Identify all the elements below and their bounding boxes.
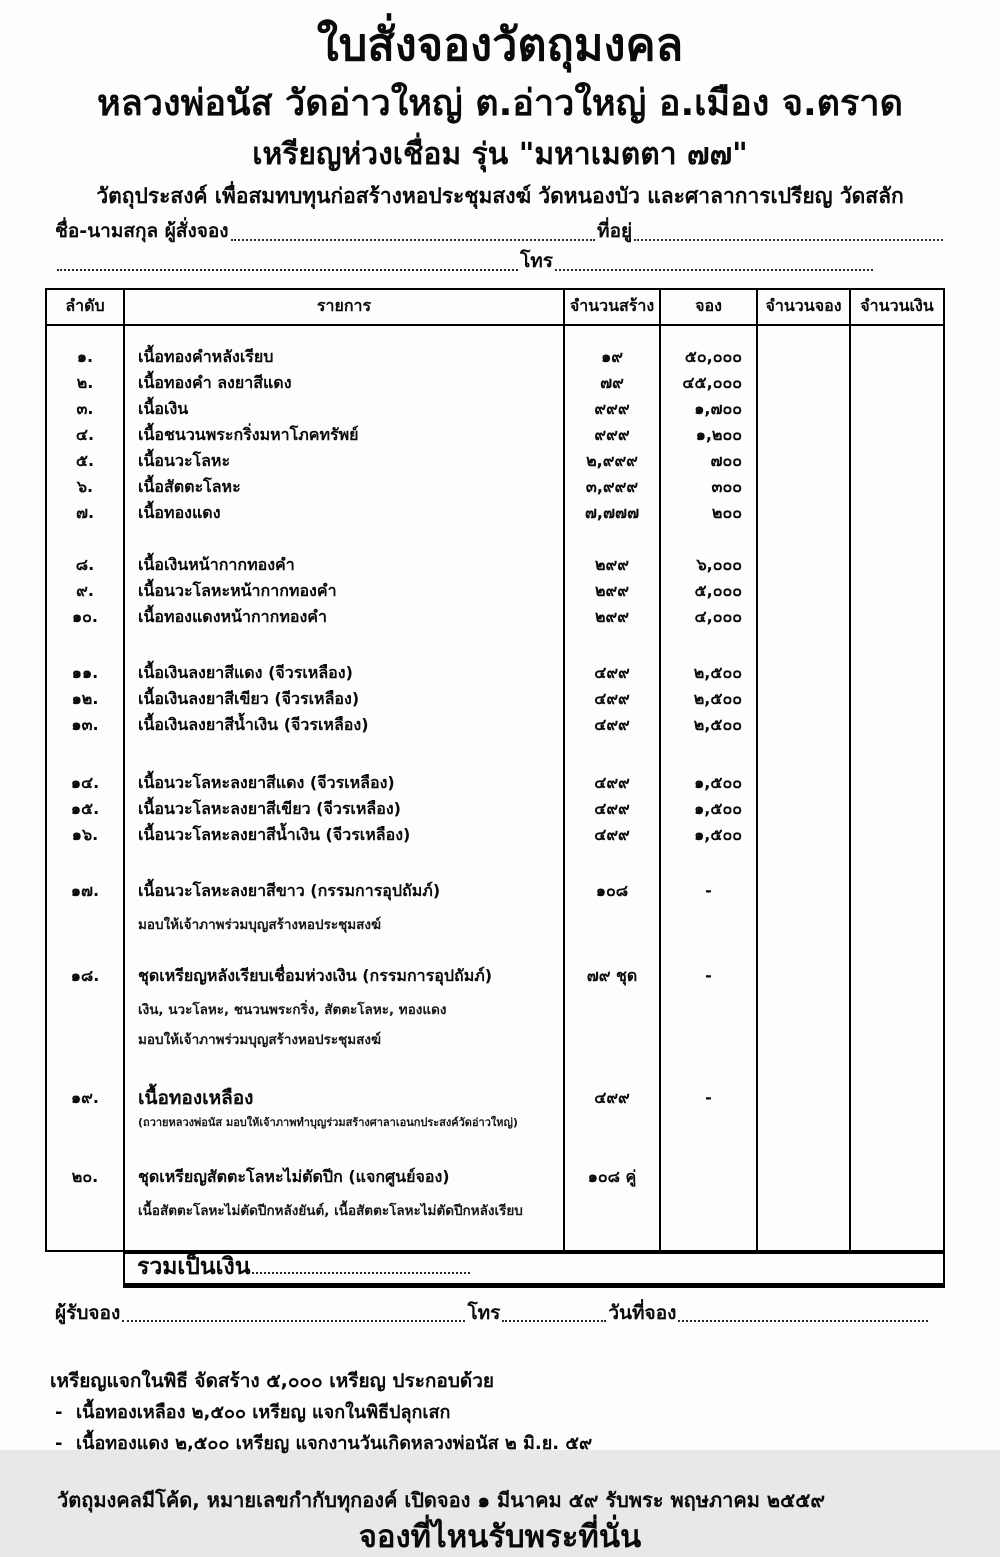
- item-name-cell: [125, 604, 565, 630]
- col-header-price: จอง: [661, 290, 758, 326]
- items-table: [45, 288, 945, 1252]
- row-number-cell: ๑๘.: [47, 933, 125, 1049]
- price-cell: -: [661, 1049, 758, 1130]
- amount-blank-cell: [851, 686, 943, 712]
- price-cell: ๓๐๐: [661, 474, 758, 500]
- item-name-cell: [125, 526, 565, 578]
- table-row: [47, 796, 943, 822]
- address-fill-2: [57, 269, 518, 271]
- orderer-name-label: ชื่อ-นามสกุล ผู้สั่งจอง: [55, 220, 229, 243]
- price-cell: ๕,๐๐๐: [661, 578, 758, 604]
- item-name-cell: [125, 578, 565, 604]
- item-title: เนื้อนวะโลหะ: [138, 450, 231, 470]
- row-number-cell: ๑๓.: [47, 712, 125, 738]
- table-row: [47, 686, 943, 712]
- item-name-cell: [125, 1130, 565, 1220]
- amount-blank-cell: [851, 933, 943, 1049]
- qty-made-cell: ๔๙๙: [565, 1049, 661, 1130]
- table-spacer-row: [47, 1220, 943, 1250]
- row-number-cell: ๖.: [47, 474, 125, 500]
- item-title: เนื้อเงิน: [138, 398, 189, 418]
- row-number-cell: ๕.: [47, 448, 125, 474]
- item-name-cell: [125, 422, 565, 448]
- bullet-text: เนื้อทองแดง ๒,๕๐๐ เหรียญ แจกงานวันเกิดหลวงพ่อนัส ๒ มิ.ย. ๕๙: [76, 1433, 593, 1455]
- table-header-row: [47, 290, 943, 326]
- qty-reserved-blank-cell: [758, 370, 851, 396]
- row-number-cell: ๑๒.: [47, 686, 125, 712]
- item-name-cell: [125, 933, 565, 1049]
- bullet-dash: -: [55, 1402, 63, 1424]
- spacer-cell: [851, 1220, 943, 1250]
- row-number-cell: ๔.: [47, 422, 125, 448]
- qty-reserved-blank-cell: [758, 500, 851, 526]
- col-header-qty-reserved: จำนวนจอง: [758, 290, 851, 326]
- item-subtext: มอบให้เจ้าภาพร่วมบุญสร้างหอประชุมสงฆ์: [138, 916, 382, 933]
- qty-made-cell: ๔๙๙: [565, 686, 661, 712]
- price-cell: ๑,๒๐๐: [661, 422, 758, 448]
- amount-blank-cell: [851, 822, 943, 848]
- qty-made-cell: ๔๙๙: [565, 712, 661, 738]
- table-row: [47, 500, 943, 526]
- qty-reserved-blank-cell: [758, 526, 851, 578]
- amount-blank-cell: [851, 396, 943, 422]
- price-cell: -: [661, 933, 758, 1049]
- price-cell: ๖,๐๐๐: [661, 526, 758, 578]
- total-amount-row: [123, 1252, 945, 1288]
- qty-reserved-blank-cell: [758, 738, 851, 796]
- item-subtext: (ถวายหลวงพ่อนัส มอบให้เจ้าภาพทำบุญร่วมสร้างศาลาเอนกประสงค์วัดอ่าวใหญ่): [138, 1116, 518, 1130]
- row-number-cell: ๙.: [47, 578, 125, 604]
- slogan-line: จองที่ไหนรับพระที่นั่น: [358, 1519, 642, 1556]
- price-cell: ๒,๕๐๐: [661, 686, 758, 712]
- item-title: เนื้อเงินลงยาสีแดง (จีวรเหลือง): [138, 662, 353, 682]
- receiver-label: ผู้รับจอง: [55, 1301, 121, 1324]
- table-row: [47, 1130, 943, 1220]
- item-title: ชุดเหรียญหลังเรียบเชื่อมห่วงเงิน (กรรมการอุปถัมภ์): [138, 966, 493, 986]
- price-cell: ๔๕,๐๐๐: [661, 370, 758, 396]
- qty-made-cell: ๗๙: [565, 370, 661, 396]
- amount-blank-cell: [851, 604, 943, 630]
- row-number-cell: ๑๕.: [47, 796, 125, 822]
- spacer-cell: [565, 1220, 661, 1250]
- table-row: [47, 526, 943, 578]
- item-title: เนื้อทองคำ ลงยาสีแดง: [138, 372, 292, 392]
- notes-intro: เหรียญแจกในพิธี จัดสร้าง ๕,๐๐๐ เหรียญ ประกอบด้วย: [50, 1370, 495, 1393]
- qty-reserved-blank-cell: [758, 933, 851, 1049]
- qty-made-cell: ๑๐๘: [565, 848, 661, 934]
- item-title: เนื้อนวะโลหะลงยาสีขาว (กรรมการอุปถัมภ์): [138, 880, 441, 900]
- item-title: เนื้อเงินลงยาสีเขียว (จีวรเหลือง): [138, 688, 360, 708]
- row-number-cell: ๑๐.: [47, 604, 125, 630]
- notes-bullets: [50, 1400, 1000, 1457]
- address-label: ที่อยู่: [597, 220, 633, 243]
- bullet-text: เนื้อทองเหลือง ๒,๕๐๐ เหรียญ แจกในพิธีปลุกเสก: [76, 1402, 451, 1424]
- qty-made-cell: ๑๐๘ คู่: [565, 1130, 661, 1220]
- receiver-line: [55, 1300, 930, 1328]
- qty-reserved-blank-cell: [758, 604, 851, 630]
- row-number-cell: ๒.: [47, 370, 125, 396]
- bullet-dash: -: [55, 1433, 63, 1455]
- orderer-line: [55, 218, 945, 246]
- item-name-cell: [125, 370, 565, 396]
- booking-date-label: วันที่จอง: [608, 1301, 677, 1324]
- table-row: [47, 326, 943, 370]
- price-cell: ๑,๕๐๐: [661, 822, 758, 848]
- spacer-cell: [47, 1220, 125, 1250]
- price-cell: ๒,๕๐๐: [661, 630, 758, 686]
- table-row: [47, 604, 943, 630]
- orderer-name-fill: [231, 239, 595, 241]
- total-fill: [252, 1272, 470, 1274]
- phone-label: โทร: [520, 250, 554, 273]
- item-title: เนื้อทองแดงหน้ากากทองคำ: [138, 606, 327, 626]
- qty-made-cell: ๒๙๙: [565, 604, 661, 630]
- table-row: [47, 712, 943, 738]
- qty-reserved-blank-cell: [758, 448, 851, 474]
- amount-blank-cell: [851, 712, 943, 738]
- amount-blank-cell: [851, 578, 943, 604]
- amount-blank-cell: [851, 474, 943, 500]
- orderer-phone-line: [55, 248, 875, 276]
- item-title: เนื้อนวะโลหะลงยาสีแดง (จีวรเหลือง): [138, 772, 395, 792]
- note-bullet: [50, 1431, 1000, 1457]
- row-number-cell: ๑.: [47, 326, 125, 370]
- col-header-qty-made: จำนวนสร้าง: [565, 290, 661, 326]
- table-row: [47, 578, 943, 604]
- item-name-cell: [125, 474, 565, 500]
- qty-reserved-blank-cell: [758, 686, 851, 712]
- table-row: [47, 396, 943, 422]
- qty-made-cell: ๒๙๙: [565, 578, 661, 604]
- table-row: [47, 630, 943, 686]
- item-name-cell: [125, 500, 565, 526]
- row-number-cell: ๑๙.: [47, 1049, 125, 1130]
- receiver-phone-label: โทร: [467, 1301, 501, 1324]
- item-name-cell: [125, 1049, 565, 1130]
- booking-date-fill: [678, 1320, 928, 1322]
- qty-reserved-blank-cell: [758, 796, 851, 822]
- price-cell: ๒,๕๐๐: [661, 712, 758, 738]
- item-name-cell: [125, 396, 565, 422]
- amount-blank-cell: [851, 422, 943, 448]
- item-name-cell: [125, 630, 565, 686]
- qty-reserved-blank-cell: [758, 578, 851, 604]
- qty-made-cell: ๑๙: [565, 326, 661, 370]
- note-bullet: [50, 1400, 1000, 1426]
- qty-reserved-blank-cell: [758, 712, 851, 738]
- price-cell: ๑,๗๐๐: [661, 396, 758, 422]
- amount-blank-cell: [851, 1130, 943, 1220]
- qty-made-cell: ๗,๗๗๗: [565, 500, 661, 526]
- item-name-cell: [125, 326, 565, 370]
- item-title: เนื้อชนวนพระกริ่งมหาโภคทรัพย์: [138, 424, 359, 444]
- qty-reserved-blank-cell: [758, 1130, 851, 1220]
- total-label: รวมเป็นเงิน: [137, 1253, 251, 1280]
- receiver-phone-fill: [502, 1320, 606, 1322]
- row-number-cell: ๑๑.: [47, 630, 125, 686]
- item-subtext: เงิน, นวะโลหะ, ชนวนพระกริ่ง, สัตตะโลหะ, ทองแดง: [138, 1002, 447, 1019]
- item-name-cell: [125, 738, 565, 796]
- col-header-amount: จำนวนเงิน: [851, 290, 943, 326]
- table-row: [47, 448, 943, 474]
- amount-blank-cell: [851, 500, 943, 526]
- qty-made-cell: ๔๙๙: [565, 822, 661, 848]
- amount-blank-cell: [851, 526, 943, 578]
- table-row: [47, 474, 943, 500]
- qty-made-cell: ๒๙๙: [565, 526, 661, 578]
- temple-line: หลวงพ่อนัส วัดอ่าวใหญ่ ต.อ่าวใหญ่ อ.เมือง จ.ตราด: [97, 83, 903, 124]
- item-title: เนื้อสัตตะโลหะ: [138, 476, 241, 496]
- price-cell: ๑,๕๐๐: [661, 738, 758, 796]
- table-row: [47, 738, 943, 796]
- qty-reserved-blank-cell: [758, 822, 851, 848]
- amount-blank-cell: [851, 326, 943, 370]
- row-number-cell: ๑๔.: [47, 738, 125, 796]
- item-title: เนื้อเงินหน้ากากทองคำ: [138, 554, 295, 574]
- table-row: [47, 822, 943, 848]
- spacer-cell: [661, 1220, 758, 1250]
- table-row: [47, 422, 943, 448]
- price-cell: ๗๐๐: [661, 448, 758, 474]
- notes-section: [50, 1369, 1000, 1457]
- page-title: ใบสั่งจองวัตถุมงคล: [316, 18, 684, 71]
- item-title: เนื้อเงินลงยาสีน้ำเงิน (จีวรเหลือง): [138, 714, 369, 734]
- qty-made-cell: ๙๙๙: [565, 422, 661, 448]
- address-fill: [634, 239, 943, 241]
- amount-blank-cell: [851, 848, 943, 934]
- table-row: [47, 1049, 943, 1130]
- row-number-cell: ๒๐.: [47, 1130, 125, 1220]
- qty-reserved-blank-cell: [758, 474, 851, 500]
- price-cell: [661, 1130, 758, 1220]
- item-name-cell: [125, 448, 565, 474]
- qty-reserved-blank-cell: [758, 848, 851, 934]
- purpose-line: วัตถุประสงค์ เพื่อสมทบทุนก่อสร้างหอประชุมสงฆ์ วัดหนองบัว และศาลาการเปรียญ วัดสลัก: [96, 184, 904, 209]
- qty-made-cell: ๔๙๙: [565, 738, 661, 796]
- table-row: [47, 933, 943, 1049]
- row-number-cell: ๓.: [47, 396, 125, 422]
- amount-blank-cell: [851, 738, 943, 796]
- row-number-cell: ๗.: [47, 500, 125, 526]
- qty-made-cell: ๗๙ ชุด: [565, 933, 661, 1049]
- item-name-cell: [125, 848, 565, 934]
- item-subtext: มอบให้เจ้าภาพร่วมบุญสร้างหอประชุมสงฆ์: [138, 1032, 382, 1049]
- row-number-cell: ๑๖.: [47, 822, 125, 848]
- col-header-no: ลำดับ: [47, 290, 125, 326]
- qty-made-cell: ๔๙๙: [565, 796, 661, 822]
- code-info-line: วัตถุมงคลมีโค้ด, หมายเลขกำกับทุกองค์ เปิดจอง ๑ มีนาคม ๕๙ รับพระ พฤษภาคม ๒๕๕๙: [57, 1488, 825, 1513]
- qty-reserved-blank-cell: [758, 326, 851, 370]
- amount-blank-cell: [851, 796, 943, 822]
- amount-blank-cell: [851, 370, 943, 396]
- edition-line: เหรียญห่วงเชื่อม รุ่น "มหาเมตตา ๗๗": [252, 137, 748, 173]
- price-cell: -: [661, 848, 758, 934]
- qty-reserved-blank-cell: [758, 630, 851, 686]
- table-body: [47, 326, 943, 1250]
- qty-reserved-blank-cell: [758, 422, 851, 448]
- item-title: เนื้อทองเหลือง: [138, 1087, 254, 1110]
- item-name-cell: [125, 686, 565, 712]
- item-title: เนื้อทองแดง: [138, 502, 221, 522]
- item-title: เนื้อนวะโลหะลงยาสีเขียว (จีวรเหลือง): [138, 798, 401, 818]
- item-title: เนื้อนวะโลหะหน้ากากทองคำ: [138, 580, 337, 600]
- item-title: เนื้อนวะโลหะลงยาสีน้ำเงิน (จีวรเหลือง): [138, 824, 411, 844]
- phone-fill: [555, 269, 873, 271]
- col-header-item: รายการ: [125, 290, 565, 326]
- qty-made-cell: ๒,๙๙๙: [565, 448, 661, 474]
- item-title: เนื้อทองคำหลังเรียบ: [138, 346, 274, 366]
- amount-blank-cell: [851, 630, 943, 686]
- amount-blank-cell: [851, 1049, 943, 1130]
- item-title: ชุดเหรียญสัตตะโลหะไม่ตัดปีก (แจกศูนย์จอง): [138, 1166, 450, 1186]
- row-number-cell: ๘.: [47, 526, 125, 578]
- qty-reserved-blank-cell: [758, 1049, 851, 1130]
- spacer-cell: [125, 1220, 565, 1250]
- receiver-name-fill: [122, 1320, 465, 1322]
- item-name-cell: [125, 712, 565, 738]
- price-cell: ๑,๕๐๐: [661, 796, 758, 822]
- item-name-cell: [125, 796, 565, 822]
- qty-made-cell: ๓,๙๙๙: [565, 474, 661, 500]
- price-cell: ๔,๐๐๐: [661, 604, 758, 630]
- item-subtext: เนื้อสัตตะโลหะไม่ตัดปีกหลังยันต์, เนื้อสัตตะโลหะไม่ตัดปีกหลังเรียบ: [138, 1202, 523, 1219]
- price-cell: ๒๐๐: [661, 500, 758, 526]
- table-row: [47, 848, 943, 934]
- qty-made-cell: ๙๙๙: [565, 396, 661, 422]
- row-number-cell: ๑๗.: [47, 848, 125, 934]
- qty-made-cell: ๔๙๙: [565, 630, 661, 686]
- table-row: [47, 370, 943, 396]
- price-cell: ๕๐,๐๐๐: [661, 326, 758, 370]
- qty-reserved-blank-cell: [758, 396, 851, 422]
- item-name-cell: [125, 822, 565, 848]
- amount-blank-cell: [851, 448, 943, 474]
- spacer-cell: [758, 1220, 851, 1250]
